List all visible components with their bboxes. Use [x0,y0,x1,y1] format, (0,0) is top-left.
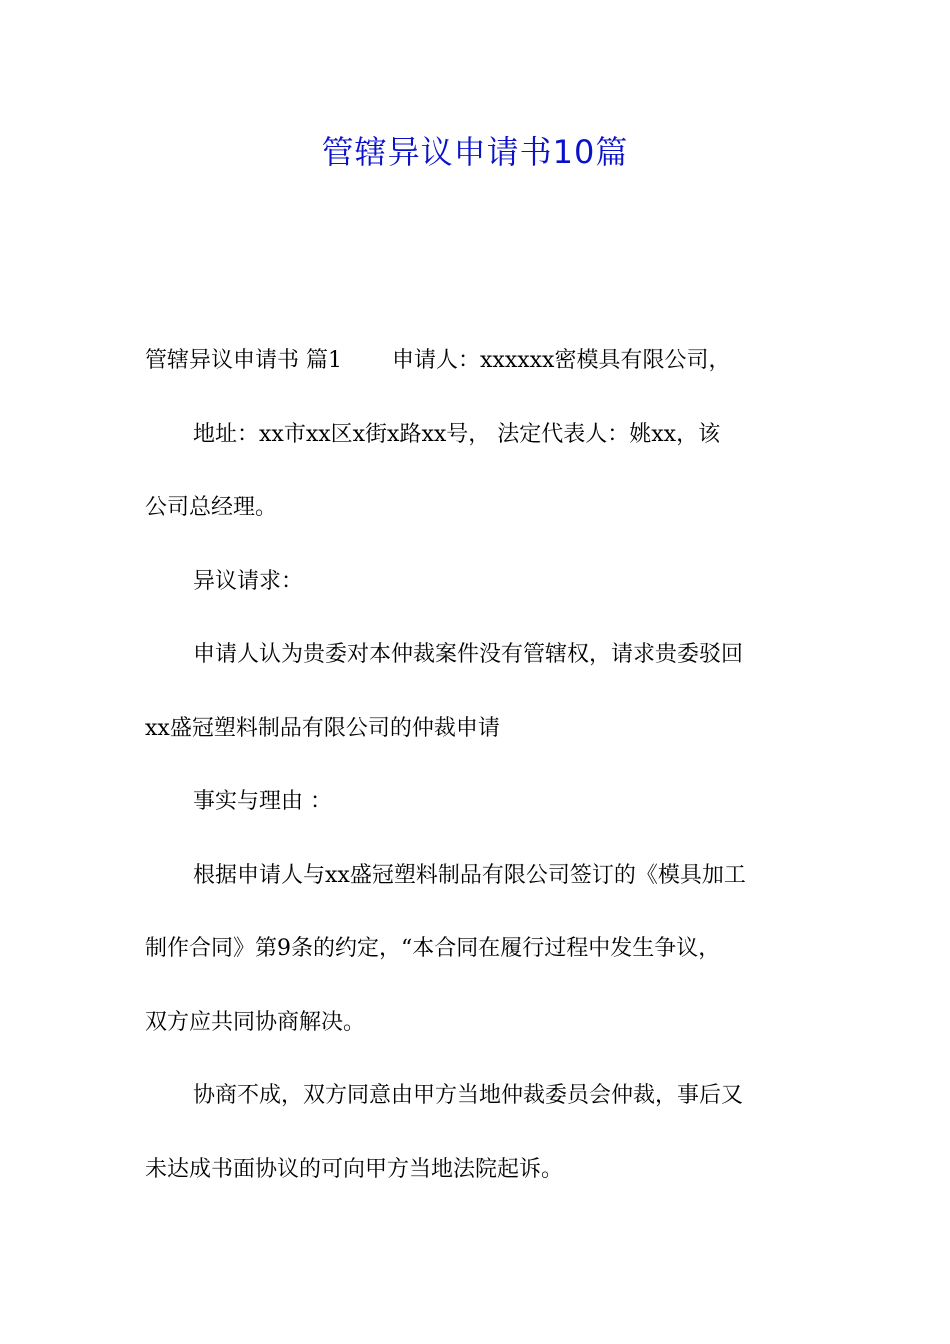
paragraph-line-10: 双方应共同协商解决。 [145,1009,366,1035]
section-heading: 管辖异议申请书 篇1 [145,348,342,373]
paragraph-line-8: 根据申请人与xx盛冠塑料制品有限公司签订的《模具加工 [193,862,746,888]
document-body [145,336,810,1218]
document-title: 管辖异议申请书10篇 [321,133,629,171]
paragraph-line-12: 未达成书面协议的可向甲方当地法院起诉。 [145,1156,564,1182]
paragraph-line-1 [145,336,810,410]
paragraph-line-3: 公司总经理。 [145,495,278,520]
paragraph-line-6: xx盛冠塑料制品有限公司的仲裁申请 [145,715,500,741]
paragraph-line-2: 地址：xx市xx区x街x路xx号， 法定代表人：姚xx，该 [193,421,721,447]
paragraph-line-4: 异议请求： [193,568,304,594]
paragraph-line-9: 制作合同》第9条的约定，“本合同在履行过程中发生争议， [145,936,721,961]
paragraph-line-5: 申请人认为贵委对本仲裁案件没有管辖权，请求贵委驳回 [193,642,744,667]
paragraph-line-7: 事实与理由 ： [193,789,332,814]
applicant-line: 申请人：xxxxxx密模具有限公司， [392,348,731,373]
paragraph-line-11: 协商不成，双方同意由甲方当地仲裁委员会仲裁，事后又 [193,1083,744,1108]
